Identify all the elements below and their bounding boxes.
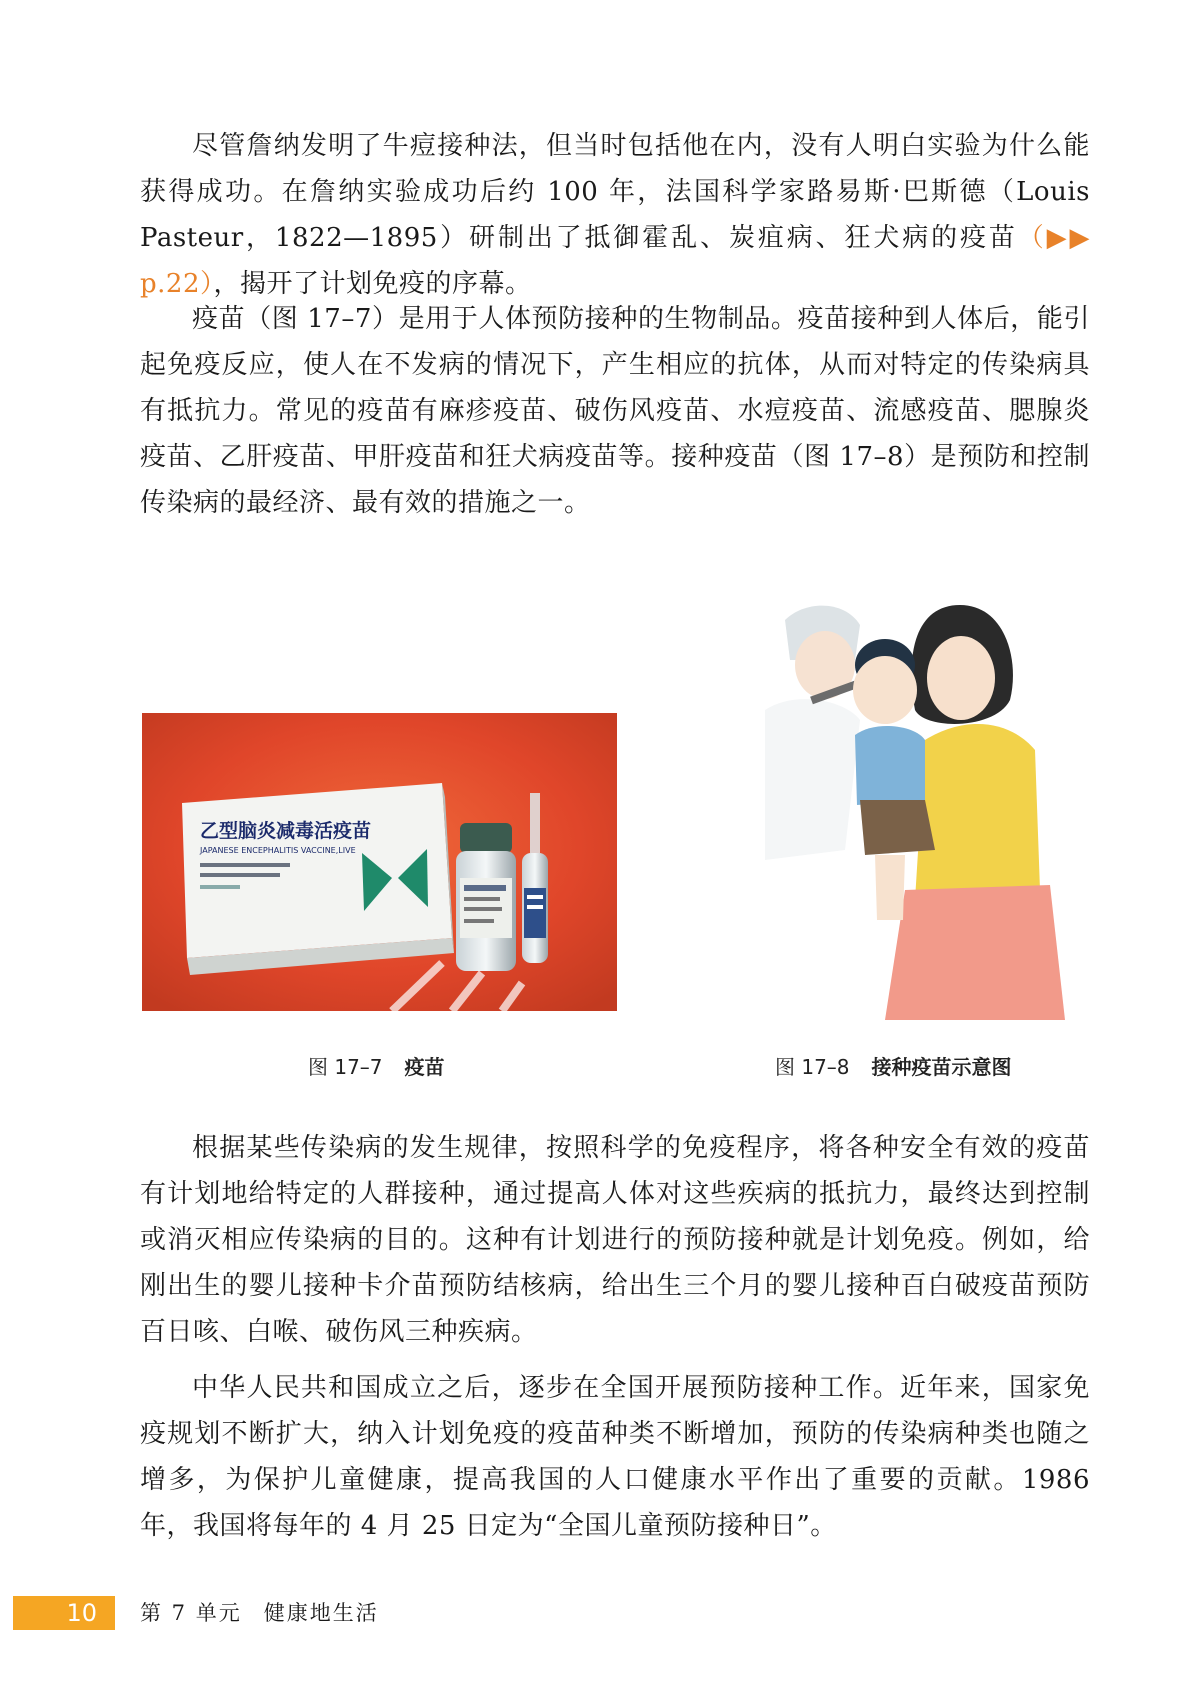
paragraph-text: 尽管詹纳发明了牛痘接种法，但当时包括他在内，没有人明白实验为什么能获得成功。在詹纳实验成功后约 100 年，法国科学家路易斯·巴斯德（Louis Pasteur，1822—1895）研制出了抵御霍乱、炭疽病、狂犬病的疫苗 [140, 131, 1090, 253]
vaccination-illustration [765, 600, 1075, 1020]
figure-title: 疫苗 [404, 1055, 445, 1079]
box-title-text: 乙型脑炎减毒活疫苗 [200, 820, 372, 842]
unit-number: 第 7 单元 [140, 1601, 242, 1625]
paragraph-vaccine-definition: 疫苗（图 17–7）是用于人体预防接种的生物制品。疫苗接种到人体后，能引起免疫反应，使人在不发病的情况下，产生相应的抗体，从而对特定的传染病具有抵抗力。常见的疫苗有麻疹疫苗、破伤风疫苗、水痘疫苗、流感疫苗、腮腺炎疫苗、乙肝疫苗、甲肝疫苗和狂犬病疫苗等。接种疫苗（图 17–8）是预防和控制传染病的最经济、最有效的措施之一。 [140, 304, 1090, 518]
paragraph-planned-immunization: 根据某些传染病的发生规律，按照科学的免疫程序，将各种安全有效的疫苗有计划地给特定的人群接种，通过提高人体对这些疾病的抵抗力，最终达到控制或消灭相应传染病的目的。这种有计划进行的预防接种就是计划免疫。例如，给刚出生的婴儿接种卡介苗预防结核病，给出生三个月的婴儿接种百白破疫苗预防百日咳、白喉、破伤风三种疾病。 [140, 1133, 1090, 1347]
unit-title: 健康地生活 [263, 1601, 379, 1625]
figure-number: 图 17–8 [775, 1055, 850, 1079]
figure-number: 图 17–7 [308, 1055, 383, 1079]
figure-title: 接种疫苗示意图 [871, 1055, 1012, 1079]
figure-17-7-caption [308, 1051, 445, 1080]
vaccination-illustration-graphic [765, 600, 1075, 1020]
page-number-badge: 10 [13, 1596, 115, 1630]
footer-unit [140, 1597, 379, 1627]
vaccine-photo [142, 713, 617, 1011]
page-reference-link[interactable]: （▶▶ p.22） [140, 223, 1090, 299]
paragraph-national-program: 中华人民共和国成立之后，逐步在全国开展预防接种工作。近年来，国家免疫规划不断扩大，纳入计划免疫的疫苗种类不断增加，预防的传染病种类也随之增多，为保护儿童健康，提高我国的人口健康水平作出了重要的贡献。1986 年，我国将每年的 4 月 25 日定为“全国儿童预防接种日”。 [140, 1373, 1090, 1541]
vaccine-photo-graphic [142, 713, 617, 1011]
paragraph-text: ，揭开了计划免疫的序幕。 [213, 269, 532, 299]
paragraph-pasteur [140, 123, 1090, 307]
figure-17-8-caption [775, 1051, 1012, 1080]
box-subtitle-text: JAPANESE ENCEPHALITIS VACCINE,LIVE [200, 846, 356, 855]
